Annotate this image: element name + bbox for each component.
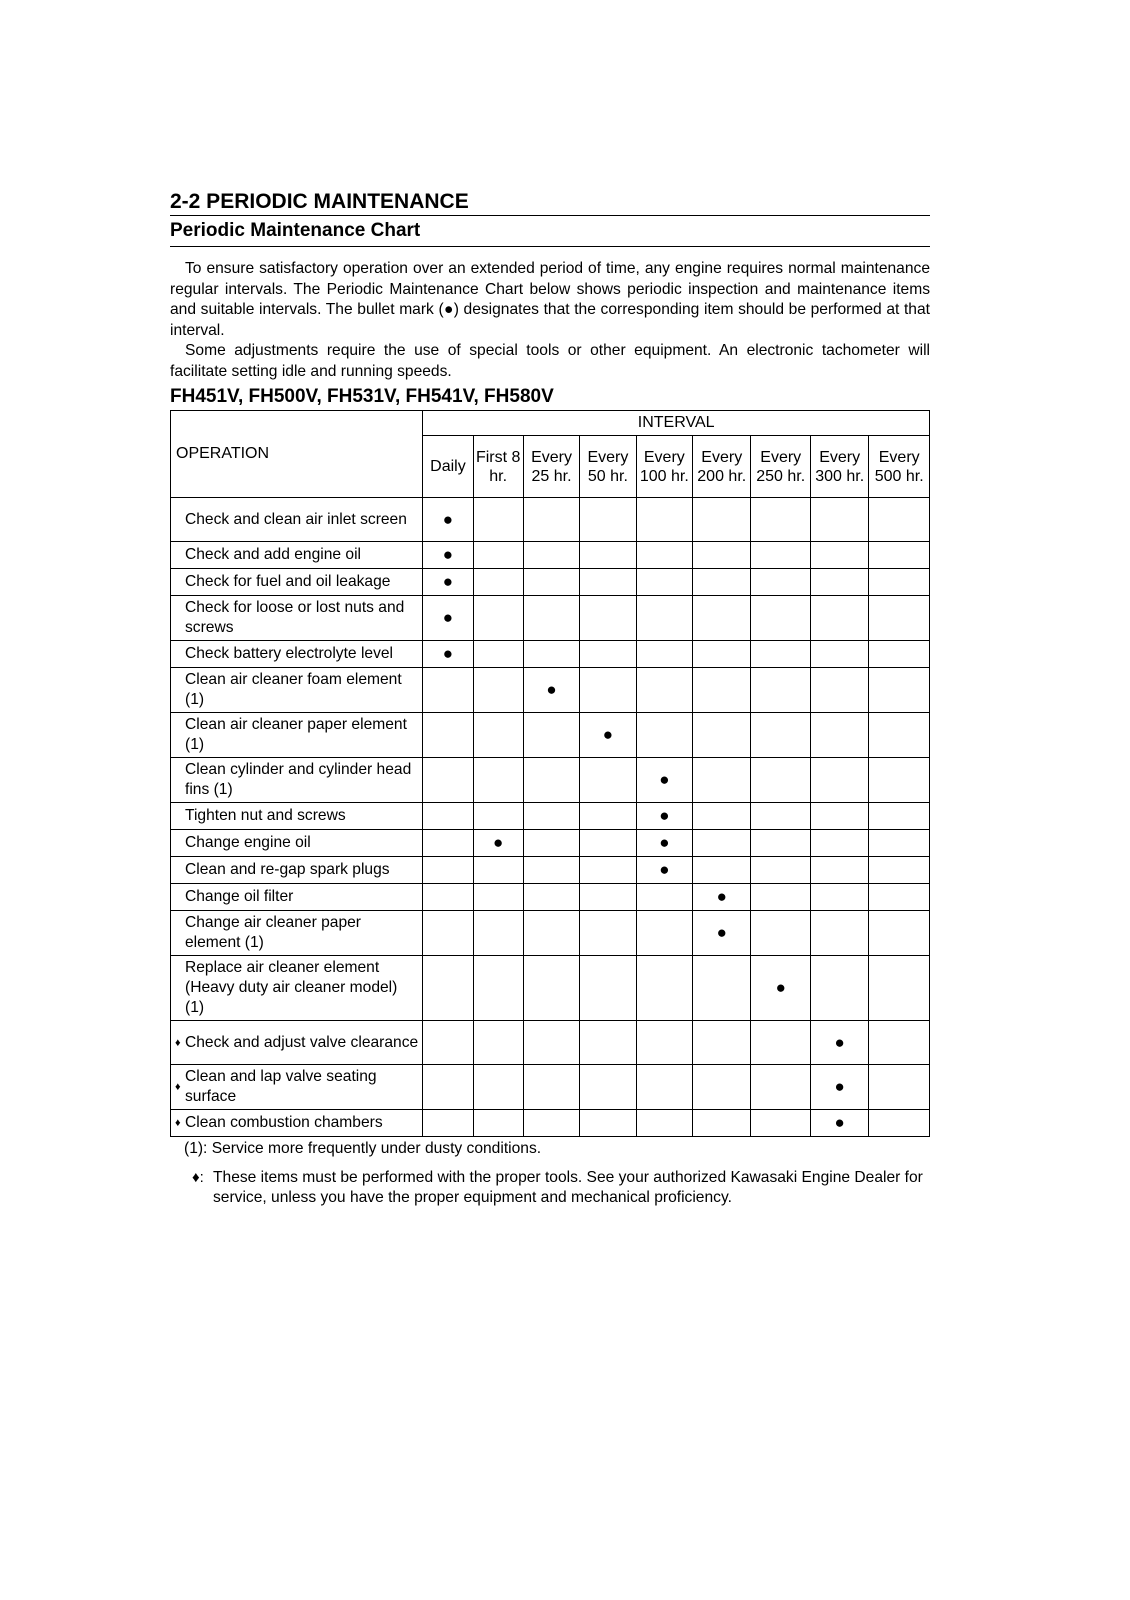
interval-cell [636, 542, 692, 569]
interval-cell [693, 542, 751, 569]
interval-cell [693, 498, 751, 542]
interval-cell [810, 498, 868, 542]
bullet-icon: ● [716, 887, 727, 906]
interval-cell [636, 1110, 692, 1137]
interval-cell [869, 596, 930, 641]
interval-cell [523, 542, 579, 569]
interval-cell [523, 641, 579, 668]
operation-cell [171, 803, 423, 830]
interval-cell [636, 498, 692, 542]
table-row [171, 884, 930, 911]
interval-cell [636, 1065, 692, 1110]
bullet-icon: ● [834, 1077, 845, 1096]
operation-label: Check for fuel and oil leakage [185, 573, 391, 590]
interval-cell [869, 1021, 930, 1065]
interval-cell [869, 542, 930, 569]
bullet-icon: ● [834, 1113, 845, 1132]
interval-cell [751, 758, 810, 803]
interval-cell [810, 1065, 868, 1110]
operation-cell [171, 668, 423, 713]
operation-cell [171, 641, 423, 668]
operation-label: Clean and re-gap spark plugs [185, 861, 390, 878]
interval-cell [810, 857, 868, 884]
interval-cell [423, 803, 473, 830]
interval-cell [523, 596, 579, 641]
interval-cell [869, 956, 930, 1021]
interval-cell [580, 1065, 636, 1110]
operation-cell [171, 830, 423, 857]
table-row [171, 596, 930, 641]
interval-cell [580, 668, 636, 713]
interval-cell [423, 758, 473, 803]
interval-cell [473, 911, 523, 956]
interval-cell [869, 911, 930, 956]
operation-cell [171, 1110, 423, 1137]
table-row [171, 641, 930, 668]
interval-cell [751, 542, 810, 569]
interval-cell [523, 1110, 579, 1137]
interval-cell [636, 956, 692, 1021]
operation-label: Tighten nut and screws [185, 807, 346, 824]
interval-cell [523, 911, 579, 956]
diamond-icon: ♦: [192, 1168, 204, 1186]
interval-cell [580, 542, 636, 569]
diamond-icon: ♦ [175, 1117, 181, 1129]
interval-cell [473, 713, 523, 758]
interval-cell [473, 884, 523, 911]
interval-cell [580, 498, 636, 542]
interval-cell [523, 758, 579, 803]
section-title: 2-2 PERIODIC MAINTENANCE [170, 190, 469, 213]
interval-cell [580, 884, 636, 911]
operation-cell [171, 569, 423, 596]
operation-cell [171, 884, 423, 911]
interval-cell [580, 911, 636, 956]
interval-cell [751, 498, 810, 542]
interval-cell [869, 758, 930, 803]
operation-cell [171, 713, 423, 758]
interval-cell [523, 668, 579, 713]
diamond-icon: ♦ [175, 1081, 181, 1093]
subsection-title: Periodic Maintenance Chart [170, 220, 421, 241]
interval-cell [423, 911, 473, 956]
operation-label: Clean and lap valve seating surface [185, 1068, 377, 1105]
interval-cell [751, 713, 810, 758]
interval-cell [473, 542, 523, 569]
interval-cell [810, 641, 868, 668]
interval-cell [693, 884, 751, 911]
bullet-icon: ● [442, 545, 454, 564]
operation-label: Change air cleaner paper element (1) [185, 914, 361, 951]
interval-cell [523, 956, 579, 1021]
interval-cell [810, 569, 868, 596]
interval-column-header: Every 200 hr. [693, 436, 751, 498]
operation-label: Change engine oil [185, 834, 311, 851]
interval-cell [423, 498, 473, 542]
interval-column-header: Every 100 hr. [636, 436, 692, 498]
interval-cell [473, 668, 523, 713]
bullet-icon: ● [493, 833, 504, 852]
interval-cell [693, 956, 751, 1021]
interval-cell [869, 1110, 930, 1137]
interval-cell [693, 1110, 751, 1137]
bullet-icon: ● [602, 725, 614, 744]
operation-cell [171, 911, 423, 956]
interval-cell [810, 713, 868, 758]
interval-cell [751, 1110, 810, 1137]
interval-column-header: Every 300 hr. [810, 436, 868, 498]
intro-paragraph-1: To ensure satisfactory operation over an extended period of time, any engine requires normal maintenance regular intervals. The Periodic Maintenance Chart below shows periodic inspection and maintenance items and suitable intervals. The bullet mark (●) designates that the corresponding item should be performed at that interval. [170, 260, 930, 339]
bullet-icon: ● [442, 509, 454, 529]
interval-cell [869, 803, 930, 830]
interval-cell [423, 713, 473, 758]
interval-cell [751, 1065, 810, 1110]
interval-cell [580, 569, 636, 596]
interval-cell [523, 857, 579, 884]
bullet-icon: ● [775, 978, 786, 997]
interval-cell [636, 857, 692, 884]
interval-cell [580, 857, 636, 884]
interval-cell [473, 1110, 523, 1137]
interval-cell [523, 830, 579, 857]
interval-cell [693, 857, 751, 884]
table-row [171, 668, 930, 713]
bullet-icon: ● [442, 608, 454, 627]
interval-cell [810, 668, 868, 713]
interval-cell [423, 1065, 473, 1110]
interval-cell [636, 668, 692, 713]
interval-cell [751, 803, 810, 830]
interval-cell [693, 596, 751, 641]
bullet-icon: ● [442, 644, 454, 663]
interval-cell [869, 713, 930, 758]
interval-cell [473, 498, 523, 542]
interval-cell [423, 1110, 473, 1137]
operation-label: Check for loose or lost nuts and screws [185, 599, 405, 636]
interval-cell [869, 668, 930, 713]
table-row [171, 803, 930, 830]
table-row [171, 830, 930, 857]
operation-cell [171, 956, 423, 1021]
interval-cell [473, 857, 523, 884]
operation-cell [171, 498, 423, 542]
interval-cell [473, 641, 523, 668]
interval-cell [869, 1065, 930, 1110]
operation-label: Clean air cleaner foam element (1) [185, 671, 402, 708]
interval-cell [423, 596, 473, 641]
operation-label: Check and adjust valve clearance [185, 1033, 419, 1051]
operation-label: Clean cylinder and cylinder head fins (1) [185, 761, 412, 798]
interval-cell [580, 803, 636, 830]
interval-cell [693, 1065, 751, 1110]
interval-cell [523, 713, 579, 758]
interval-cell [869, 857, 930, 884]
interval-cell [810, 1110, 868, 1137]
table-row [171, 713, 930, 758]
table-row [171, 542, 930, 569]
interval-cell [636, 569, 692, 596]
note-dusty-conditions: (1): Service more frequently under dusty conditions. [184, 1140, 542, 1157]
interval-cell [693, 713, 751, 758]
subsection-rule [170, 246, 930, 247]
intro-text [170, 259, 930, 382]
interval-cell [423, 857, 473, 884]
interval-cell [523, 569, 579, 596]
interval-cell [423, 569, 473, 596]
table-row [171, 1065, 930, 1110]
operation-cell [171, 758, 423, 803]
operation-label: Clean combustion chambers [185, 1114, 383, 1131]
operation-label: Check and add engine oil [185, 546, 361, 563]
bullet-icon: ● [442, 572, 454, 591]
interval-cell [423, 830, 473, 857]
interval-cell [580, 641, 636, 668]
interval-cell [580, 1110, 636, 1137]
interval-cell [751, 641, 810, 668]
interval-cell [751, 569, 810, 596]
interval-cell [810, 758, 868, 803]
interval-cell [693, 668, 751, 713]
interval-cell [869, 641, 930, 668]
interval-cell [523, 1021, 579, 1065]
interval-cell [869, 569, 930, 596]
interval-cell [423, 884, 473, 911]
bullet-icon: ● [659, 833, 670, 852]
table-row [171, 569, 930, 596]
bullet-icon: ● [546, 680, 557, 699]
interval-cell [523, 803, 579, 830]
interval-cell [473, 569, 523, 596]
interval-cell [523, 498, 579, 542]
table-row [171, 911, 930, 956]
interval-cell [636, 641, 692, 668]
interval-cell [580, 830, 636, 857]
maintenance-chart-table [170, 410, 930, 1137]
operation-label: Check and clean air inlet screen [185, 510, 407, 528]
interval-cell [523, 1065, 579, 1110]
interval-cell [693, 830, 751, 857]
operation-label: Replace air cleaner element (Heavy duty air cleaner model) (1) [185, 959, 398, 1016]
interval-cell [580, 596, 636, 641]
bullet-icon: ● [659, 806, 670, 825]
diamond-icon: ♦ [175, 1036, 181, 1049]
interval-cell [693, 569, 751, 596]
interval-cell [423, 641, 473, 668]
operation-cell [171, 1021, 423, 1065]
interval-cell [693, 1021, 751, 1065]
interval-cell [810, 1021, 868, 1065]
footnotes [170, 1139, 930, 1209]
table-row [171, 857, 930, 884]
interval-column-header: Every 500 hr. [869, 436, 930, 498]
interval-cell [751, 884, 810, 911]
operation-label: Check battery electrolyte level [185, 645, 394, 662]
table-row [171, 1021, 930, 1065]
intro-paragraph-2: Some adjustments require the use of special tools or other equipment. An electronic tachometer will facilitate setting idle and running speeds. [170, 342, 930, 380]
interval-cell [869, 884, 930, 911]
interval-cell [810, 956, 868, 1021]
interval-column-header: Every 250 hr. [751, 436, 810, 498]
interval-cell [473, 803, 523, 830]
note-proper-tools [170, 1168, 930, 1209]
interval-cell [751, 911, 810, 956]
note-proper-tools-text: These items must be performed with the proper tools. See your authorized Kawasaki Engine Dealer for service, unless you have the proper equipment and mechanical proficiency. [213, 1168, 923, 1206]
interval-column-header: First 8 hr. [473, 436, 523, 498]
manual-page [170, 188, 930, 1209]
interval-cell [636, 911, 692, 956]
interval-cell [423, 956, 473, 1021]
interval-cell [751, 1021, 810, 1065]
interval-cell [810, 911, 868, 956]
bullet-icon: ● [716, 923, 727, 942]
interval-cell [810, 596, 868, 641]
table-row [171, 758, 930, 803]
interval-cell [693, 758, 751, 803]
bullet-icon: ● [659, 860, 670, 879]
interval-cell [751, 668, 810, 713]
operation-cell [171, 857, 423, 884]
bullet-icon: ● [659, 770, 670, 789]
interval-column-header: Daily [423, 436, 473, 498]
operation-header: OPERATION [171, 411, 423, 498]
interval-cell [869, 498, 930, 542]
interval-column-header: Every 50 hr. [580, 436, 636, 498]
interval-cell [423, 542, 473, 569]
interval-cell [636, 803, 692, 830]
table-row [171, 1110, 930, 1137]
interval-cell [636, 713, 692, 758]
operation-cell [171, 1065, 423, 1110]
interval-cell [810, 884, 868, 911]
interval-cell [751, 857, 810, 884]
interval-cell [523, 884, 579, 911]
table-row [171, 956, 930, 1021]
interval-cell [580, 713, 636, 758]
interval-column-header: Every 25 hr. [523, 436, 579, 498]
interval-cell [423, 668, 473, 713]
interval-cell [636, 884, 692, 911]
interval-cell [636, 758, 692, 803]
bullet-icon: ● [834, 1032, 845, 1052]
interval-cell [580, 956, 636, 1021]
interval-cell [473, 1065, 523, 1110]
interval-cell [636, 830, 692, 857]
interval-header: INTERVAL [423, 411, 930, 436]
interval-cell [473, 596, 523, 641]
interval-cell [423, 1021, 473, 1065]
operation-label: Clean air cleaner paper element (1) [185, 716, 407, 753]
interval-cell [580, 1021, 636, 1065]
operation-label: Change oil filter [185, 888, 294, 905]
interval-cell [693, 911, 751, 956]
operation-cell [171, 542, 423, 569]
interval-cell [473, 758, 523, 803]
interval-cell [636, 596, 692, 641]
interval-cell [473, 956, 523, 1021]
chart-body [171, 498, 930, 1137]
interval-cell [580, 758, 636, 803]
interval-cell [636, 1021, 692, 1065]
interval-cell [751, 956, 810, 1021]
interval-cell [810, 542, 868, 569]
interval-cell [751, 830, 810, 857]
interval-cell [869, 830, 930, 857]
table-row [171, 498, 930, 542]
interval-cell [473, 830, 523, 857]
interval-cell [810, 803, 868, 830]
interval-cell [693, 803, 751, 830]
models-heading: FH451V, FH500V, FH531V, FH541V, FH580V [170, 386, 554, 407]
interval-cell [693, 641, 751, 668]
interval-cell [751, 596, 810, 641]
operation-cell [171, 596, 423, 641]
interval-cell [810, 830, 868, 857]
interval-cell [473, 1021, 523, 1065]
